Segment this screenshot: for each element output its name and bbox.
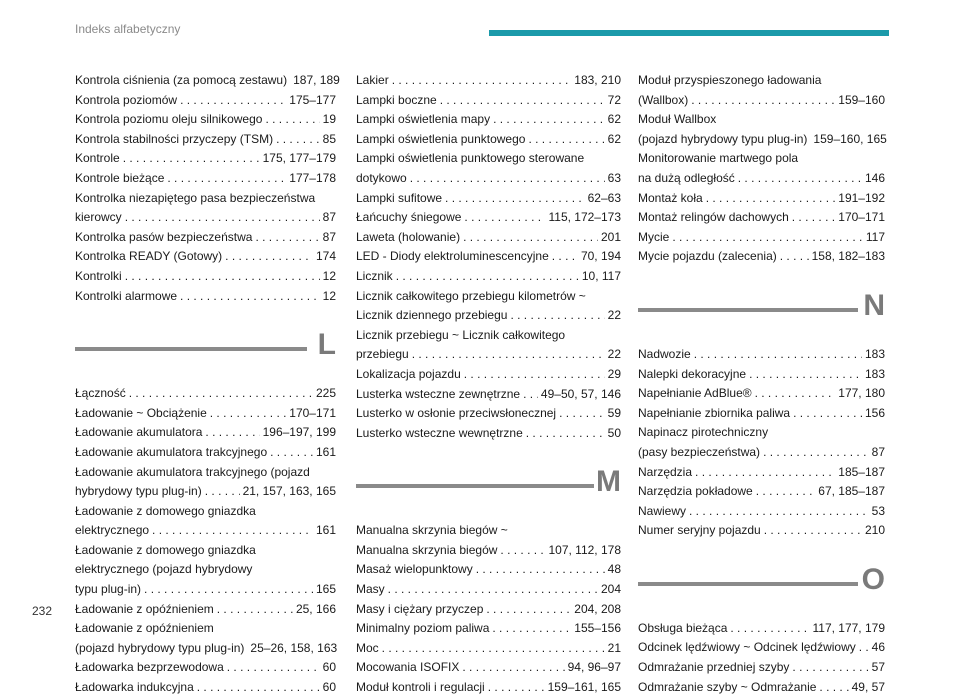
dot-leader	[462, 658, 564, 678]
index-entry	[75, 71, 340, 91]
dot-leader	[706, 189, 836, 209]
entry-page-ref: 201	[600, 229, 621, 244]
dot-leader	[523, 385, 538, 405]
entry-page-ref: 57	[871, 660, 885, 675]
index-entry	[75, 463, 336, 502]
entry-text: Licznik	[356, 268, 393, 283]
entry-text: Lampki sufitowe	[356, 190, 443, 205]
entry-text: Montaż relingów dachowych	[638, 210, 789, 225]
index-entry	[638, 404, 885, 424]
entry-page-ref: 177–178	[289, 170, 336, 185]
entry-text: Lusterko w osłonie przeciwsłonecznej	[356, 406, 557, 421]
entry-text: Masaż wielopunktowy	[356, 562, 473, 577]
entry-page-ref: 62	[607, 131, 621, 146]
dot-leader	[552, 247, 578, 267]
entry-text: Manualna skrzynia biegów ~	[356, 523, 508, 538]
entry-text: Lakier	[356, 73, 389, 87]
entry-page-ref: 156	[864, 405, 885, 420]
index-entry	[356, 580, 621, 600]
index-entry	[75, 110, 336, 130]
dot-leader	[492, 619, 571, 639]
dot-leader	[730, 619, 809, 639]
section-divider	[638, 582, 858, 586]
page-number: 232	[32, 604, 53, 618]
entry-text: Narzędzia pokładowe	[638, 484, 753, 499]
dot-leader	[792, 658, 868, 678]
dot-leader	[689, 502, 869, 522]
dot-leader	[792, 208, 836, 228]
entry-page-ref: 22	[607, 308, 621, 323]
dot-leader	[197, 678, 320, 698]
entry-page-ref: 72	[607, 92, 621, 107]
index-entry	[356, 385, 621, 405]
section-header	[356, 453, 621, 521]
entry-text: Mycie pojazdu (zalecenia)	[638, 249, 777, 264]
dot-leader	[493, 110, 605, 130]
index-entry	[356, 247, 621, 267]
entry-page-ref: 170–171	[838, 210, 885, 225]
section-header	[638, 277, 885, 345]
dot-leader	[392, 71, 572, 91]
entry-page-ref: 19	[322, 112, 336, 127]
entry-text: Masy i ciężary przyczep	[356, 601, 484, 616]
entry-page-ref: 159–161, 165	[547, 680, 621, 695]
entry-text: Ładowanie akumulatora	[75, 425, 203, 440]
entry-text: elektrycznego (pojazd hybrydowy	[75, 562, 253, 577]
entry-text: Nawiewy	[638, 503, 687, 518]
entry-page-ref: 165	[315, 582, 336, 597]
entry-page-ref: 25, 166	[295, 601, 336, 616]
entry-text: Montaż koła	[638, 190, 703, 205]
dot-leader	[749, 365, 862, 385]
index-entry	[356, 208, 621, 228]
index-entry	[638, 228, 885, 248]
dot-leader	[388, 580, 598, 600]
entry-text: typu plug-in)	[75, 582, 142, 597]
entry-page-ref: 70, 194	[580, 249, 621, 264]
entry-page-ref: 67, 185–187	[818, 484, 885, 499]
entry-text: Łączność	[75, 386, 126, 401]
entry-text: przebiegu	[356, 347, 409, 362]
entry-text: LED - Diody elektroluminescencyjne	[356, 249, 549, 264]
entry-text: Lokalizacja pojazdu	[356, 366, 461, 381]
entry-text: Kontrole bieżące	[75, 170, 165, 185]
index-entry	[75, 678, 336, 698]
entry-page-ref: 60	[322, 680, 336, 695]
entry-page-ref: 183	[864, 366, 885, 381]
section-letter: N	[863, 288, 885, 322]
entry-page-ref: 174	[315, 249, 336, 264]
dot-leader	[210, 404, 287, 424]
entry-text: Kontrola poziomu oleju silnikowego	[75, 112, 263, 127]
entry-text: na dużą odległość	[638, 170, 735, 185]
dot-leader	[270, 443, 313, 463]
dot-leader	[763, 443, 869, 463]
index-entry	[356, 560, 621, 580]
entry-text: Ładowanie z opóźnieniem	[75, 601, 214, 616]
dot-leader	[382, 639, 605, 659]
index-column-2	[356, 71, 621, 698]
entry-text: (pojazd hybrydowy typu plug-in)	[75, 640, 245, 655]
dot-leader	[265, 110, 319, 130]
entry-text: Ładowanie z domowego gniazdka	[75, 503, 256, 518]
index-entry	[75, 149, 336, 169]
entry-text: Monitorowanie martwego pola	[638, 151, 799, 166]
dot-leader	[476, 560, 605, 580]
entry-page-ref: 59	[607, 406, 621, 421]
entry-text: Licznik przebiegu ~ Licznik całkowitego	[356, 327, 566, 342]
entry-page-ref: 21, 157, 163, 165	[242, 484, 336, 499]
entry-page-ref: 87	[322, 210, 336, 225]
index-entry	[638, 384, 885, 404]
entry-page-ref: 146	[864, 170, 885, 185]
entry-page-ref: 161	[315, 444, 336, 459]
entry-text: Moc	[356, 640, 379, 655]
dot-leader	[410, 169, 605, 189]
index-entry	[75, 189, 336, 228]
dot-leader	[464, 208, 545, 228]
entry-text: Kontrolka pasów bezpieczeństwa	[75, 229, 253, 244]
entry-text: Ładowarka indukcyjna	[75, 680, 194, 695]
dot-leader	[125, 267, 320, 287]
entry-page-ref: 25–26, 158, 163	[250, 640, 338, 655]
dot-leader	[276, 130, 320, 150]
index-entry	[75, 169, 336, 189]
entry-text: Nalepki dekoracyjne	[638, 366, 747, 381]
index-entry	[638, 345, 885, 365]
dot-leader	[412, 345, 605, 365]
dot-leader	[463, 228, 598, 248]
dot-leader	[486, 600, 571, 620]
entry-page-ref: 53	[871, 503, 885, 518]
entry-page-ref: 170–171	[289, 405, 336, 420]
index-entry	[638, 423, 885, 462]
entry-text: Ładowanie ~ Obciążenie	[75, 405, 207, 420]
index-entry	[356, 228, 621, 248]
entry-page-ref: 115, 172–173	[548, 210, 621, 225]
entry-text: Napełnianie AdBlue®	[638, 386, 752, 401]
entry-page-ref: 94, 96–97	[567, 660, 621, 675]
dot-leader	[123, 149, 260, 169]
entry-page-ref: 48	[607, 562, 621, 577]
section-letter: L	[317, 328, 336, 362]
index-entry	[75, 502, 336, 541]
index-entry	[638, 521, 885, 541]
section-divider	[356, 484, 594, 488]
entry-text: Napełnianie zbiornika paliwa	[638, 405, 791, 420]
entry-page-ref: 159–160	[838, 92, 885, 107]
entry-page-ref: 49–50, 57, 146	[540, 386, 621, 401]
entry-page-ref: 183, 210	[574, 73, 621, 87]
entry-text: dotykowo	[356, 170, 407, 185]
entry-page-ref: 107, 112, 178	[548, 542, 621, 557]
dot-leader	[396, 267, 579, 287]
index-entry	[356, 521, 621, 560]
index-entry	[356, 658, 621, 678]
dot-leader	[144, 580, 313, 600]
entry-page-ref: 175–177	[289, 92, 336, 107]
index-column-1	[75, 71, 340, 698]
entry-page-ref: 161	[315, 523, 336, 538]
index-entry	[75, 423, 336, 443]
dot-leader	[440, 91, 605, 111]
entry-page-ref: 12	[322, 288, 336, 303]
dot-leader	[694, 345, 862, 365]
index-entry	[75, 619, 336, 658]
entry-page-ref: 87	[871, 444, 885, 459]
index-entry	[356, 326, 621, 365]
entry-text: Manualna skrzynia biegów	[356, 542, 498, 557]
index-entry	[75, 600, 336, 620]
index-entry	[638, 678, 885, 698]
index-entry	[356, 287, 621, 326]
index-entry	[638, 365, 885, 385]
index-entry	[75, 228, 336, 248]
index-entry	[356, 91, 621, 111]
entry-page-ref: 187, 189	[293, 73, 340, 87]
dot-leader	[859, 638, 869, 658]
index-entry	[638, 502, 885, 522]
index-entry	[75, 541, 336, 600]
entry-text: hybrydowy typu plug-in)	[75, 484, 202, 499]
index-entry	[356, 365, 621, 385]
entry-text: Mocowania ISOFIX	[356, 660, 460, 675]
dot-leader	[464, 365, 605, 385]
index-entry	[75, 404, 336, 424]
entry-text: Lusterka wsteczne zewnętrzne	[356, 386, 521, 401]
dot-leader	[225, 247, 313, 267]
section-divider	[638, 308, 858, 312]
entry-page-ref: 62–63	[587, 190, 621, 205]
entry-text: Kontrola poziomów	[75, 92, 178, 107]
index-entry	[356, 424, 621, 444]
index-entry	[75, 443, 336, 463]
entry-text: Ładowanie z opóźnieniem	[75, 621, 214, 636]
entry-text: Kontrolki alarmowe	[75, 288, 178, 303]
entry-text: Ładowanie akumulatora trakcyjnego	[75, 444, 268, 459]
entry-text: Kontrolki	[75, 268, 122, 283]
dot-leader	[793, 404, 862, 424]
index-entry	[75, 130, 336, 150]
index-entry	[75, 91, 336, 111]
entry-text: (Wallbox)	[638, 92, 689, 107]
section-header	[638, 551, 885, 619]
index-entry	[356, 110, 621, 130]
entry-text: Odcinek lędźwiowy ~ Odcinek lędźwiowy	[638, 640, 856, 655]
entry-text: Ładowarka bezprzewodowa	[75, 660, 224, 675]
dot-leader	[217, 600, 293, 620]
dot-leader	[738, 169, 862, 189]
dot-leader	[755, 384, 836, 404]
index-entry	[356, 600, 621, 620]
index-entry	[638, 208, 885, 228]
entry-text: Lampki oświetlenia mapy	[356, 112, 491, 127]
index-entry	[75, 287, 336, 307]
entry-text: Obsługa bieżąca	[638, 620, 728, 635]
dot-leader	[129, 384, 313, 404]
dot-leader	[528, 130, 604, 150]
entry-page-ref: 225	[315, 386, 336, 401]
index-entry	[356, 130, 621, 150]
entry-text: Mycie	[638, 229, 670, 244]
entry-text: Moduł kontroli i regulacji	[356, 680, 485, 695]
dot-leader	[205, 423, 259, 443]
index-entry	[638, 189, 885, 209]
entry-text: Odmrażanie przedniej szyby	[638, 660, 790, 675]
section-letter: O	[861, 562, 885, 596]
entry-page-ref: 46	[871, 640, 885, 655]
dot-leader	[125, 208, 320, 228]
dot-leader	[691, 91, 835, 111]
entry-text: Lampki boczne	[356, 92, 437, 107]
section-divider	[75, 347, 307, 351]
entry-text: (pojazd hybrydowy typu plug-in)	[638, 131, 808, 146]
entry-text: Kontrola stabilności przyczepy (TSM)	[75, 131, 274, 146]
entry-page-ref: 175, 177–179	[262, 151, 336, 166]
dot-leader	[672, 228, 863, 248]
entry-page-ref: 12	[322, 268, 336, 283]
dot-leader	[180, 287, 320, 307]
running-header-title: Indeks alfabetyczny	[75, 22, 181, 36]
dot-leader	[510, 306, 604, 326]
dot-leader	[205, 482, 240, 502]
index-entry	[356, 619, 621, 639]
entry-text: Lampki oświetlenia punktowego	[356, 131, 526, 146]
entry-page-ref: 155–156	[574, 621, 621, 636]
entry-text: Narzędzia	[638, 464, 693, 479]
entry-page-ref: 63	[607, 170, 621, 185]
entry-page-ref: 196–197, 199	[262, 425, 336, 440]
entry-page-ref: 210	[864, 523, 885, 538]
index-entry	[638, 463, 885, 483]
entry-text: Licznik dziennego przebiegu	[356, 308, 508, 323]
dot-leader	[526, 424, 605, 444]
entry-text: Nadwozie	[638, 346, 691, 361]
entry-page-ref: 87	[322, 229, 336, 244]
dot-leader	[180, 91, 286, 111]
index-column-3	[638, 71, 885, 697]
index-entry	[356, 639, 621, 659]
index-entry	[75, 658, 336, 678]
entry-page-ref: 185–187	[838, 464, 885, 479]
index-entry	[356, 267, 621, 287]
dot-leader	[500, 541, 545, 561]
dot-leader	[167, 169, 286, 189]
dot-leader	[764, 521, 862, 541]
dot-leader	[255, 228, 319, 248]
entry-text: Kontrole	[75, 151, 120, 166]
entry-text: (pasy bezpieczeństwa)	[638, 444, 761, 459]
index-entry	[638, 638, 885, 658]
entry-text: Lusterko wsteczne wewnętrzne	[356, 425, 523, 440]
index-entry	[638, 110, 885, 149]
index-entry	[638, 71, 885, 110]
entry-text: Moduł Wallbox	[638, 112, 717, 127]
entry-text: Numer seryjny pojazdu	[638, 523, 761, 538]
entry-text: elektrycznego	[75, 523, 150, 538]
dot-leader	[559, 404, 605, 424]
entry-page-ref: 29	[607, 366, 621, 381]
entry-page-ref: 10, 117	[581, 268, 621, 283]
entry-text: Moduł przyspieszonego ładowania	[638, 73, 822, 87]
entry-page-ref: 183	[864, 346, 885, 361]
section-header	[75, 316, 336, 384]
entry-text: Ładowanie akumulatora trakcyjnego (pojazd	[75, 464, 310, 479]
entry-page-ref: 60	[322, 660, 336, 675]
entry-text: kierowcy	[75, 210, 122, 225]
index-entry	[356, 149, 621, 188]
entry-text: Minimalny poziom paliwa	[356, 621, 490, 636]
entry-page-ref: 204, 208	[574, 601, 621, 616]
index-entry	[638, 619, 885, 639]
dot-leader	[152, 521, 313, 541]
entry-text: Masy	[356, 582, 385, 597]
entry-page-ref: 117	[865, 229, 885, 244]
index-entry	[638, 658, 885, 678]
entry-page-ref: 21	[607, 640, 621, 655]
index-entry	[356, 404, 621, 424]
entry-text: Odmrażanie szyby ~ Odmrażanie	[638, 679, 817, 694]
entry-text: Kontrolka niezapiętego pasa bezpieczeństwa	[75, 190, 316, 205]
dot-leader	[819, 678, 848, 698]
entry-page-ref: 191–192	[838, 190, 885, 205]
dot-leader	[695, 463, 835, 483]
entry-page-ref: 177, 180	[838, 386, 885, 401]
entry-page-ref: 85	[322, 131, 336, 146]
entry-text: Licznik całkowitego przebiegu kilometrów ~	[356, 288, 586, 303]
index-entry	[75, 384, 336, 404]
entry-text: Napinacz pirotechniczny	[638, 425, 769, 440]
entry-text: Ładowanie z domowego gniazdka	[75, 542, 256, 557]
dot-leader	[488, 678, 545, 698]
header-accent-bar	[489, 30, 889, 36]
entry-page-ref: 22	[607, 347, 621, 362]
dot-leader	[227, 658, 320, 678]
index-entry	[638, 482, 885, 502]
entry-text: Laweta (holowanie)	[356, 229, 461, 244]
entry-text: Kontrola ciśnienia (za pomocą zestawu)	[75, 73, 288, 87]
entry-page-ref: 159–160, 165	[813, 131, 887, 146]
entry-text: Lampki oświetlenia punktowego sterowane	[356, 151, 585, 166]
dot-leader	[780, 247, 809, 267]
dot-leader	[756, 482, 816, 502]
entry-page-ref: 204	[600, 582, 621, 597]
index-entry	[75, 267, 336, 287]
entry-text: Łańcuchy śniegowe	[356, 210, 462, 225]
index-entry	[356, 678, 621, 698]
entry-page-ref: 158, 182–183	[811, 249, 885, 264]
index-entry	[356, 189, 621, 209]
index-entry	[75, 247, 336, 267]
dot-leader	[445, 189, 585, 209]
entry-page-ref: 50	[607, 425, 621, 440]
index-entry	[638, 149, 885, 188]
entry-page-ref: 117, 177, 179	[812, 620, 885, 635]
index-entry	[356, 71, 621, 91]
section-letter: M	[596, 465, 621, 499]
index-entry	[638, 247, 885, 267]
entry-page-ref: 62	[607, 112, 621, 127]
entry-text: Kontrolka READY (Gotowy)	[75, 249, 223, 264]
entry-page-ref: 49, 57	[851, 679, 885, 694]
